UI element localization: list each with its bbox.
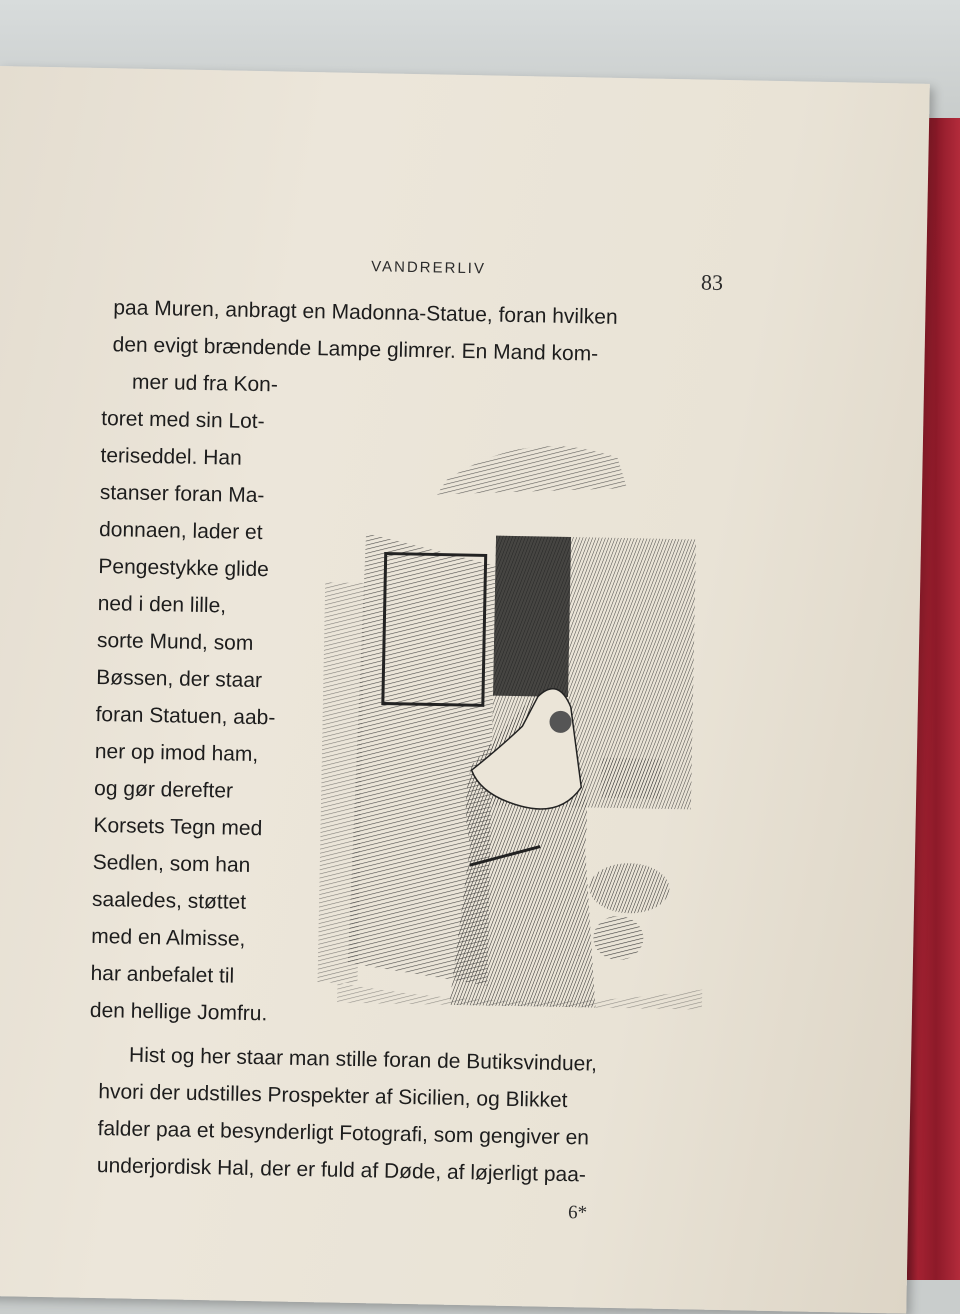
dark-passage	[493, 536, 571, 697]
signature-mark: 6*	[567, 1202, 588, 1224]
text-line: hvori der udstilles Prospekter af Sicilien, og Blikket	[98, 1080, 568, 1113]
shrine-shelf	[601, 758, 662, 799]
text-line: ner op imod ham,	[94, 739, 259, 767]
text-line: Bøssen, der staar	[96, 665, 263, 693]
text-line: den hellige Jomfru.	[89, 998, 268, 1026]
text-line: har anbefalet til	[90, 961, 235, 988]
basket-lower	[593, 916, 644, 961]
text-line: med en Almisse,	[91, 924, 246, 951]
page-number: 83	[700, 269, 724, 295]
text-line: donnaen, lader et	[98, 517, 263, 545]
baskets	[589, 862, 670, 914]
text-line: sorte Mund, som	[96, 628, 254, 655]
text-line: stanser foran Ma-	[99, 480, 265, 508]
text-line: Pengestykke glide	[98, 554, 270, 582]
text-line: underjordisk Hal, der er fuld af Døde, af løjerligt paa-	[96, 1154, 587, 1187]
text-line: foran Statuen, aab-	[95, 702, 276, 730]
text-line: og gør derefter	[93, 776, 234, 803]
text-line: mer ud fra Kon-	[131, 370, 279, 397]
text-line: Sedlen, som han	[92, 850, 251, 877]
text-line: saaledes, støttet	[91, 887, 247, 914]
text-line: ned i den lille,	[97, 591, 227, 618]
text-line: toret med sin Lot-	[101, 407, 265, 434]
text-line: den evigt brændende Lampe glimrer. En Mand kom-	[112, 333, 599, 366]
text-line: paa Muren, anbragt en Madonna-Statue, foran hvilken	[113, 296, 618, 329]
text-line: Korsets Tegn med	[93, 813, 263, 841]
text-line: teriseddel. Han	[100, 444, 242, 470]
text-line: falder paa et besynderligt Fotografi, som gengiver en	[97, 1117, 590, 1150]
arch-window	[437, 444, 628, 498]
text-line: Hist og her staar man stille foran de Butiksvinduer,	[128, 1043, 598, 1076]
wall-left	[317, 582, 365, 983]
book-page	[0, 66, 930, 1314]
engraving-illustration	[317, 422, 713, 1009]
running-head: VANDRERLIV	[371, 258, 487, 278]
